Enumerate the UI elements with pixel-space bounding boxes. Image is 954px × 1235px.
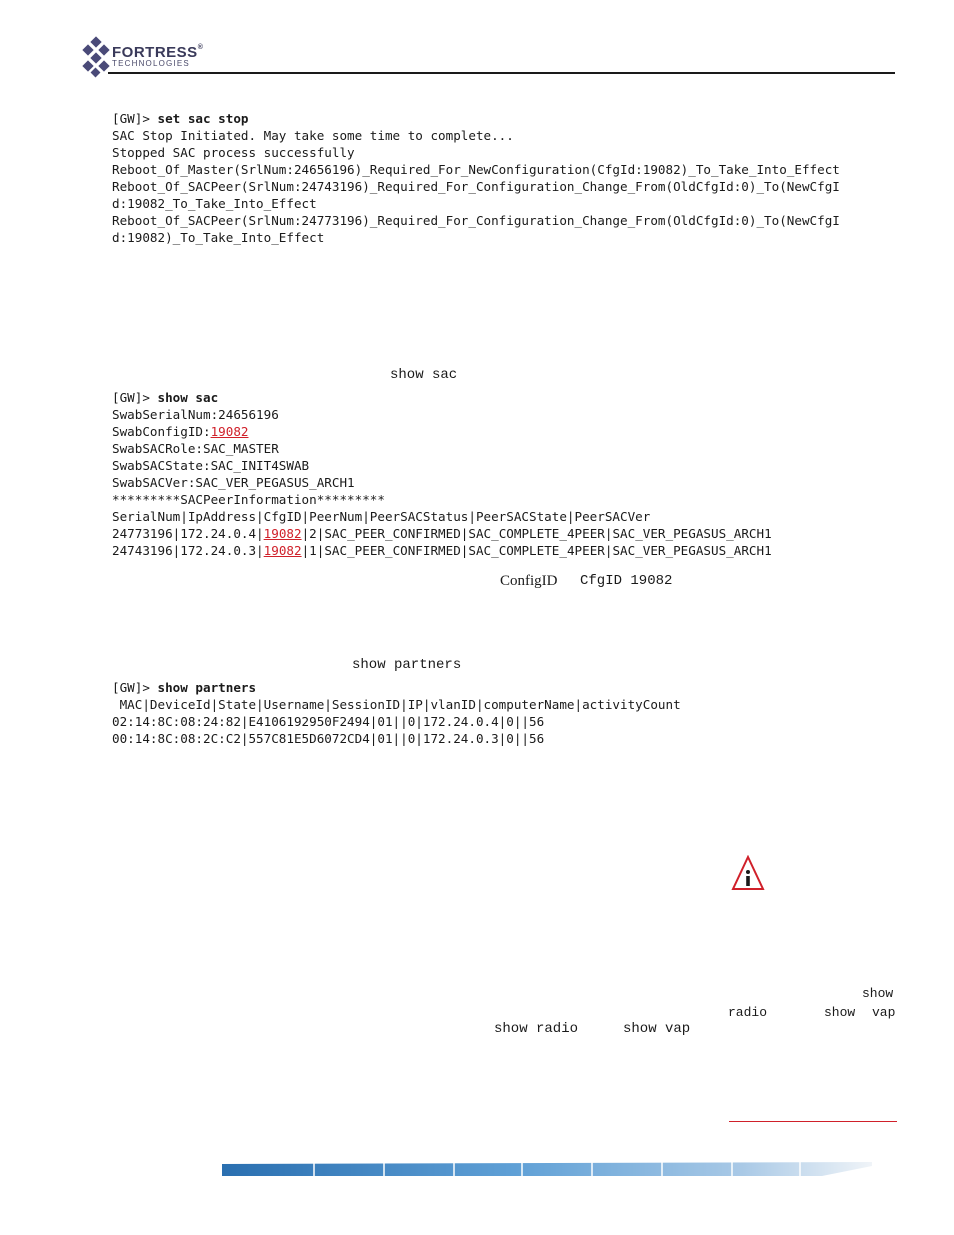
logo-subtitle: TECHNOLOGIES (112, 59, 190, 68)
terminal-block-show-sac: [GW]> show sac SwabSerialNum:24656196 SwabConfigID:19082 SwabSACRole:SAC_MASTER SwabSACState:SAC_INIT4SWAB SwabSACVer:SAC_VER_PEGASUS_ARCH1 *********SACPeerInformation********* SerialNum|IpAddress|CfgID|PeerNum|PeerSACStatus|PeerSACState|PeerSACVer 24773196|172.24.0.4|19082|2|SAC_PEER_CONFIRMED|SAC_COMPLETE_4PEER|SAC_VER_PEGASUS_ARCH1 24743196|172.24.0.3|19082|1|SAC_PEER_CONFIRMED|SAC_COMPLETE_4PEER|SAC_VER_PEGASUS_ARCH1 (112, 390, 772, 558)
warning-info-icon (731, 855, 765, 891)
terminal-block-set-sac-stop: [GW]> set sac stop SAC Stop Initiated. May take some time to complete... Stopped SAC process successfully Reboot_Of_Master(SrlNum:24656196)_Required_For_NewConfiguration(CfgId:19082)_To_Take_Into_Effect Reboot_Of_SACPeer(SrlNum:24743196)_Required_For_Configuration_Change_From(OldCfgId:0)_To(NewCfgI d:19082_To_Take_Into_Effect Reboot_Of_SACPeer(SrlNum:24773196)_Required_For_Configuration_Change_From(OldCfgId:0)_To(NewCfgI d:19082)_To_Take_Into_Effect (112, 111, 840, 245)
header-rule (108, 72, 895, 74)
terminal-block-show-partners: [GW]> show partners MAC|DeviceId|State|Username|SessionID|IP|vlanID|computerName|activityCount 02:14:8C:08:24:82|E4106192950F2494|01||0|172.24.0.4|0||56 00:14:8C:08:2C:C2|557C81E5D6072CD4|01||0|172.24.0.3|0||56 (112, 680, 681, 746)
side-show: show (862, 986, 894, 1001)
logo-wordmark: FORTRESS® (112, 44, 204, 61)
inline-show-vap: show vap (623, 1021, 691, 1037)
inline-configid: ConfigID (500, 573, 558, 589)
footer-gradient-bar (222, 1162, 872, 1178)
side-vap: vap (872, 1005, 896, 1020)
inline-show-partners: show partners (352, 657, 462, 673)
inline-show-radio: show radio (494, 1021, 579, 1037)
inline-cfgid: CfgID 19082 (580, 573, 673, 589)
side-radio: radio (728, 1005, 768, 1020)
red-link-rule (729, 1121, 897, 1122)
side-show-2: show (824, 1005, 856, 1020)
inline-show-sac: show sac (390, 367, 458, 383)
